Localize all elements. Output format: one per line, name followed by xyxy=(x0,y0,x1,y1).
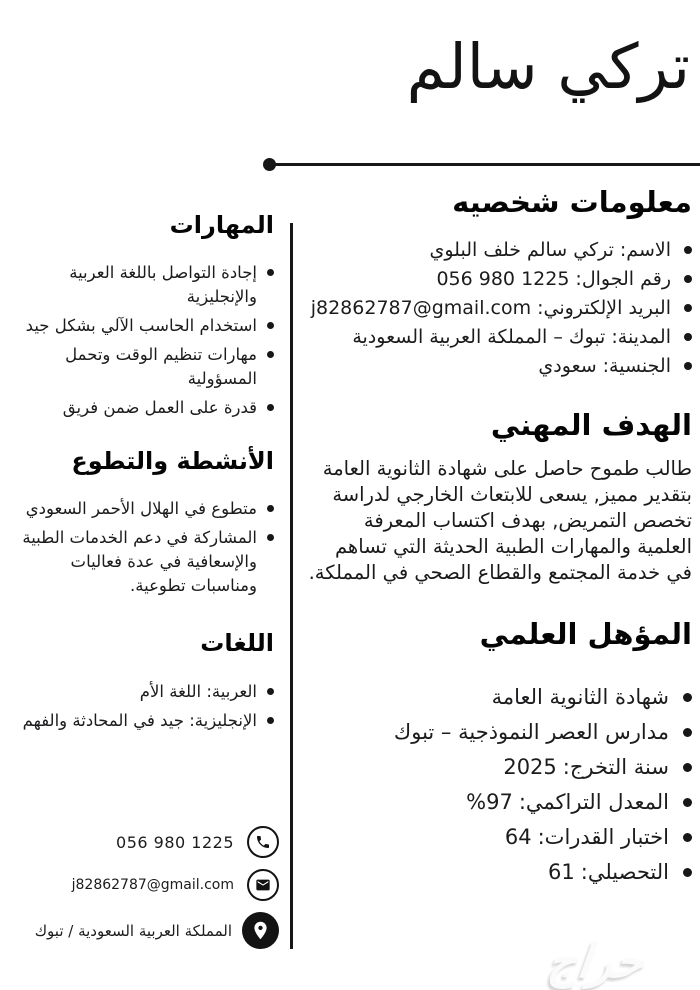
languages-list xyxy=(8,680,274,733)
contact-row-phone xyxy=(0,826,279,858)
bullet-icon xyxy=(683,763,692,772)
list-item xyxy=(306,294,692,323)
list-item xyxy=(306,820,692,855)
left-column xyxy=(8,210,274,738)
location-pin-icon xyxy=(242,912,279,949)
bullet-icon xyxy=(683,693,692,702)
item-label: البريد الإلكتروني: xyxy=(537,296,671,319)
item-label: شهادة الثانوية العامة xyxy=(491,685,669,710)
skill-text: مهارات تنظيم الوقت وتحمل المسؤولية xyxy=(65,345,257,389)
language-text: العربية: اللغة الأم xyxy=(139,681,257,701)
list-item xyxy=(8,497,274,521)
bullet-icon xyxy=(684,304,692,312)
contact-block xyxy=(0,826,279,960)
list-item xyxy=(8,680,274,704)
section-heading-skills: المهارات xyxy=(169,211,274,239)
bullet-icon xyxy=(267,269,274,276)
bullet-icon xyxy=(683,798,692,807)
list-item xyxy=(306,236,692,265)
list-item xyxy=(306,352,692,381)
right-column xyxy=(306,184,692,890)
list-item xyxy=(8,526,274,598)
page-title: تركي سالم xyxy=(406,30,690,103)
section-heading-objective: الهدف المهني xyxy=(490,407,692,442)
item-label: اختبار القدرات: xyxy=(537,825,669,850)
bullet-icon xyxy=(683,833,692,842)
list-item xyxy=(306,680,692,715)
bullet-icon xyxy=(267,404,274,411)
item-label: التحصيلي: xyxy=(580,860,669,885)
bullet-icon xyxy=(684,333,692,341)
item-label: الجنسية: xyxy=(602,354,671,377)
item-label: المعدل التراكمي: xyxy=(518,790,669,815)
objective-paragraph: طالب طموح حاصل على شهادة الثانوية العامة بتقدير مميز, يسعى للابتعاث الخارجي لدراسة تخصص التمريض, بهدف اكتساب المعرفة العلمية والمهارات الطبية الحديثة التي تساهم في خدمة المجتمع والقطاع الصحي في المملكة. xyxy=(308,457,692,585)
personal-info-list xyxy=(306,236,692,381)
bullet-icon xyxy=(267,688,274,695)
contact-email: j82862787@gmail.com xyxy=(71,877,234,893)
list-item xyxy=(306,750,692,785)
item-value: %97 xyxy=(466,790,513,815)
phone-icon xyxy=(247,826,279,858)
contact-phone: 056 980 1225 xyxy=(116,832,234,852)
bullet-icon xyxy=(267,505,274,512)
bullet-icon xyxy=(267,717,274,724)
item-label: رقم الجوال: xyxy=(575,267,671,290)
education-list xyxy=(306,680,692,890)
list-item xyxy=(306,323,692,352)
item-label: مدارس العصر النموذجية – تبوك xyxy=(393,720,669,745)
envelope-icon xyxy=(247,869,279,901)
section-heading-activities: الأنشطة والتطوع xyxy=(71,447,274,476)
contact-location: المملكة العربية السعودية / تبوك xyxy=(34,921,232,940)
item-value: 61 xyxy=(548,860,575,885)
item-value: 2025 xyxy=(503,755,557,780)
contact-row-location xyxy=(0,912,279,949)
skill-text: استخدام الحاسب الآلي بشكل جيد xyxy=(25,316,257,336)
language-text: الإنجليزية: جيد في المحادثة والفهم xyxy=(22,710,257,730)
list-item xyxy=(8,343,274,391)
item-label: الاسم: xyxy=(619,238,671,261)
item-value: تركي سالم خلف البلوي xyxy=(429,238,614,261)
section-heading-languages: اللغات xyxy=(200,629,274,658)
haraj-watermark: حراج xyxy=(545,934,648,988)
list-item xyxy=(8,261,274,309)
column-divider xyxy=(290,223,293,949)
list-item xyxy=(306,265,692,294)
item-value: سعودي xyxy=(538,354,597,377)
bullet-icon xyxy=(684,362,692,370)
list-item xyxy=(8,314,274,338)
bullet-icon xyxy=(267,322,274,329)
item-value: 64 xyxy=(504,825,532,850)
list-item xyxy=(8,709,274,733)
bullet-icon xyxy=(267,351,274,358)
list-item xyxy=(8,396,274,420)
skills-list xyxy=(8,261,274,420)
item-value: 056 980 1225 xyxy=(436,267,570,290)
bullet-icon xyxy=(684,275,692,283)
title-rule-dot-icon xyxy=(263,158,276,171)
list-item xyxy=(306,715,692,750)
title-rule xyxy=(270,163,700,166)
contact-row-email xyxy=(0,869,279,901)
list-item xyxy=(306,855,692,890)
item-value: j82862787@gmail.com xyxy=(310,296,532,319)
bullet-icon xyxy=(267,534,274,541)
bullet-icon xyxy=(683,728,692,737)
list-item xyxy=(306,785,692,820)
section-heading-personal-info: معلومات شخصيه xyxy=(452,185,692,219)
item-label: سنة التخرج: xyxy=(562,755,669,780)
section-heading-education: المؤهل العلمي xyxy=(479,617,692,652)
item-label: المدينة: xyxy=(611,325,671,348)
activity-text: متطوع في الهلال الأحمر السعودي xyxy=(25,499,257,519)
bullet-icon xyxy=(683,868,692,877)
activities-list xyxy=(8,497,274,598)
bullet-icon xyxy=(684,246,692,254)
activity-text: المشاركة في دعم الخدمات الطبية والإسعافية في عدة فعاليات ومناسبات تطوعية. xyxy=(22,528,257,596)
skill-text: إجادة التواصل باللغة العربية والإنجليزية xyxy=(69,263,257,307)
skill-text: قدرة على العمل ضمن فريق xyxy=(62,398,257,418)
item-value: تبوك – المملكة العربية السعودية xyxy=(352,325,606,348)
